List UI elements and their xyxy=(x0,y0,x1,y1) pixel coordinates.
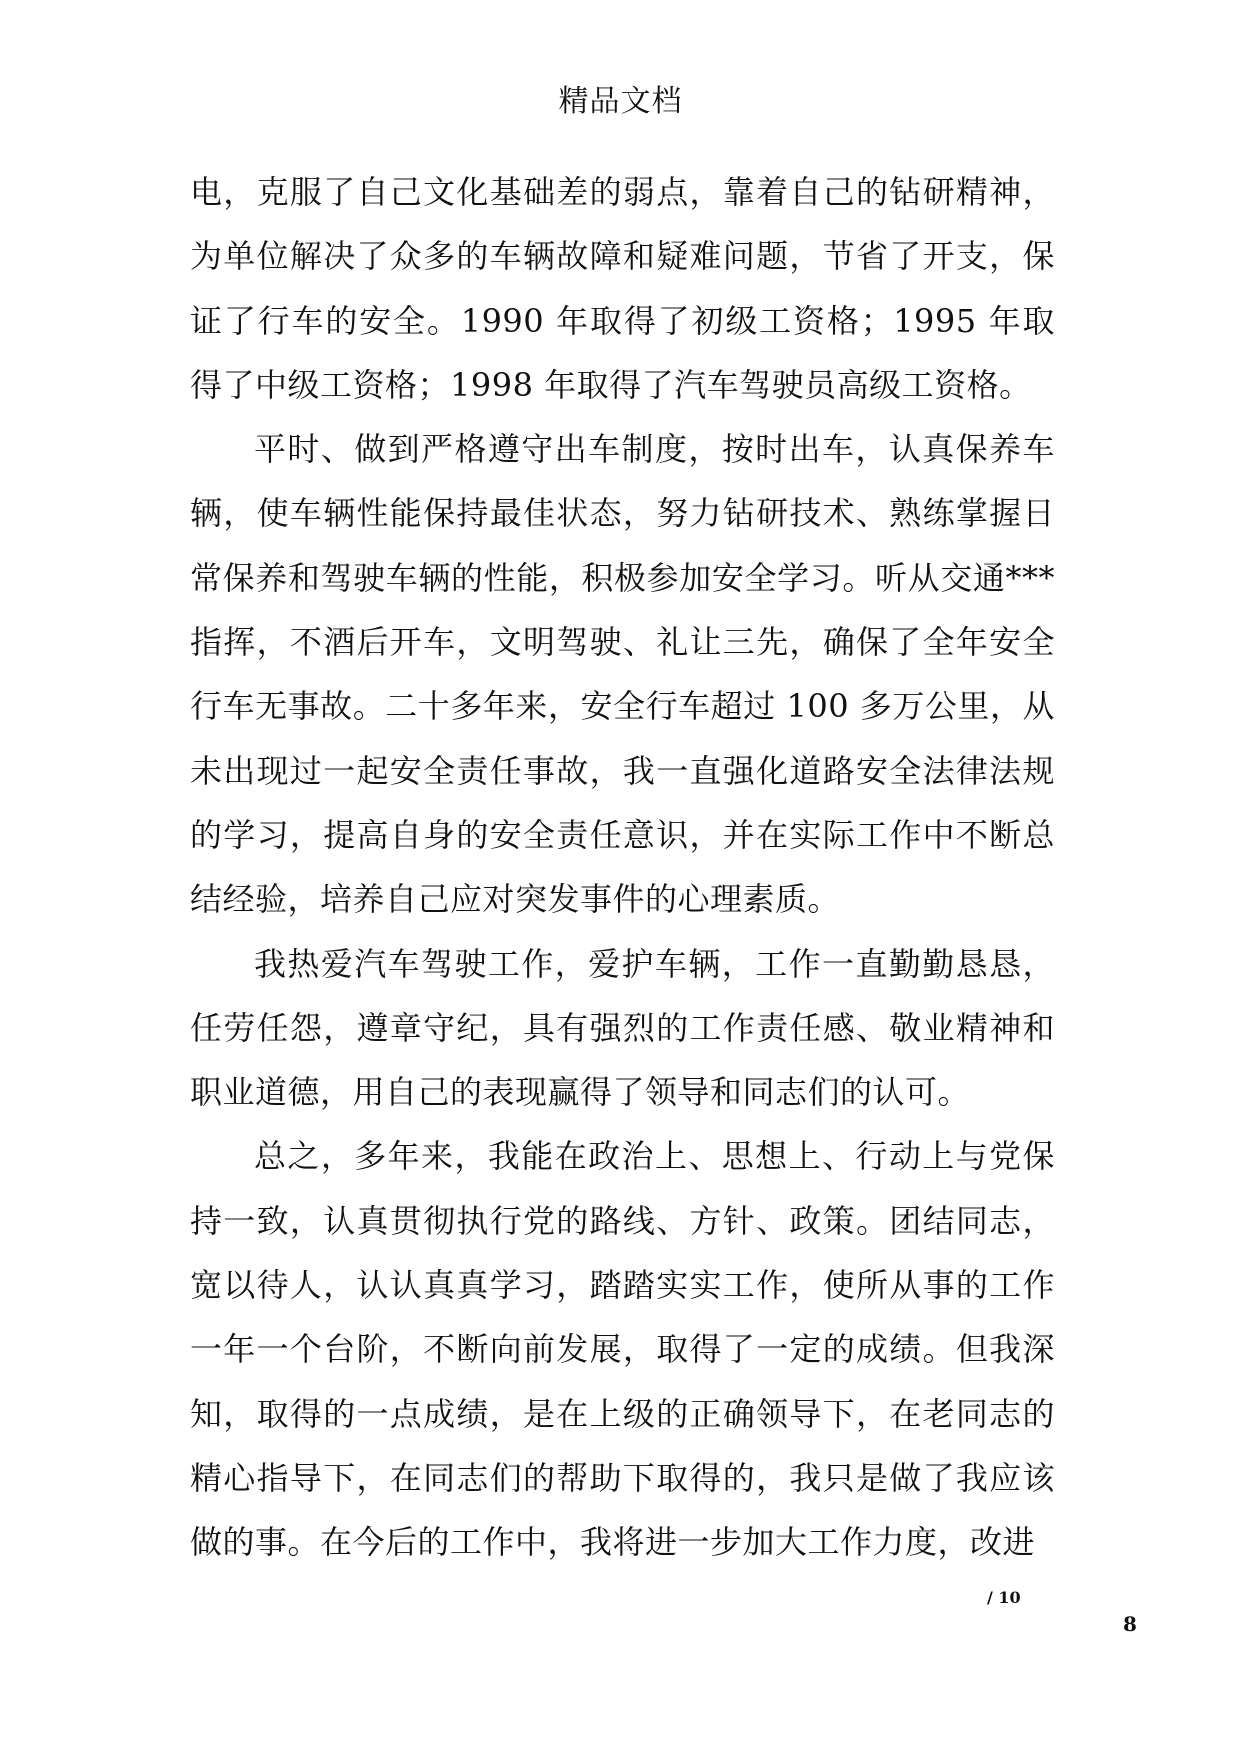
paragraph-dedication: 我热爱汽车驾驶工作，爱护车辆，工作一直勤勤恳恳，任劳任怨，遵章守纪，具有强烈的工作责任感、敬业精神和职业道德，用自己的表现赢得了领导和同志们的认可。 xyxy=(190,944,1055,1112)
paragraph-daily-work: 平时、做到严格遵守出车制度，按时出车，认真保养车辆，使车辆性能保持最佳状态，努力钻研技术、熟练掌握日常保养和驾驶车辆的性能，积极参加安全学习。听从交通***指挥，不酒后开车，文明驾驶、礼让三先，确保了全年安全行车无事故。二十多年来，安全行车超过 100 多万公里，从未出现过一起安全责任事故，我一直强化道路安全法律法规的学习，提高自身的安全责任意识，并在实际工作中不断总结经验，培养自己应对突发事件的心理素质。 xyxy=(190,430,1055,919)
document-header-title: 精品文档 xyxy=(558,84,683,119)
paragraph-summary: 总之，多年来，我能在政治上、思想上、行动上与党保持一致，认真贯彻执行党的路线、方针、政策。团结同志，宽以待人，认认真真学习，踏踏实实工作，使所从事的工作一年一个台阶，不断向前发展，取得了一定的成绩。但我深知，取得的一点成绩，是在上级的正确领导下，在老同志的精心指导下，在同志们的帮助下取得的，我只是做了我应该做的事。在今后的工作中，我将进一步加大工作力度，改进 xyxy=(190,1137,1055,1562)
paragraph-continuation: 电，克服了自己文化基础差的弱点，靠着自己的钻研精神，为单位解决了众多的车辆故障和疑难问题，节省了开支，保证了行车的安全。1990 年取得了初级工资格；1995 年取得了中级工资格；1998 年取得了汽车驾驶员高级工资格。 xyxy=(190,173,1055,404)
page-total: / 10 xyxy=(987,1588,1021,1607)
page-number: 8 xyxy=(1123,1612,1137,1636)
document-body xyxy=(190,160,1055,1575)
